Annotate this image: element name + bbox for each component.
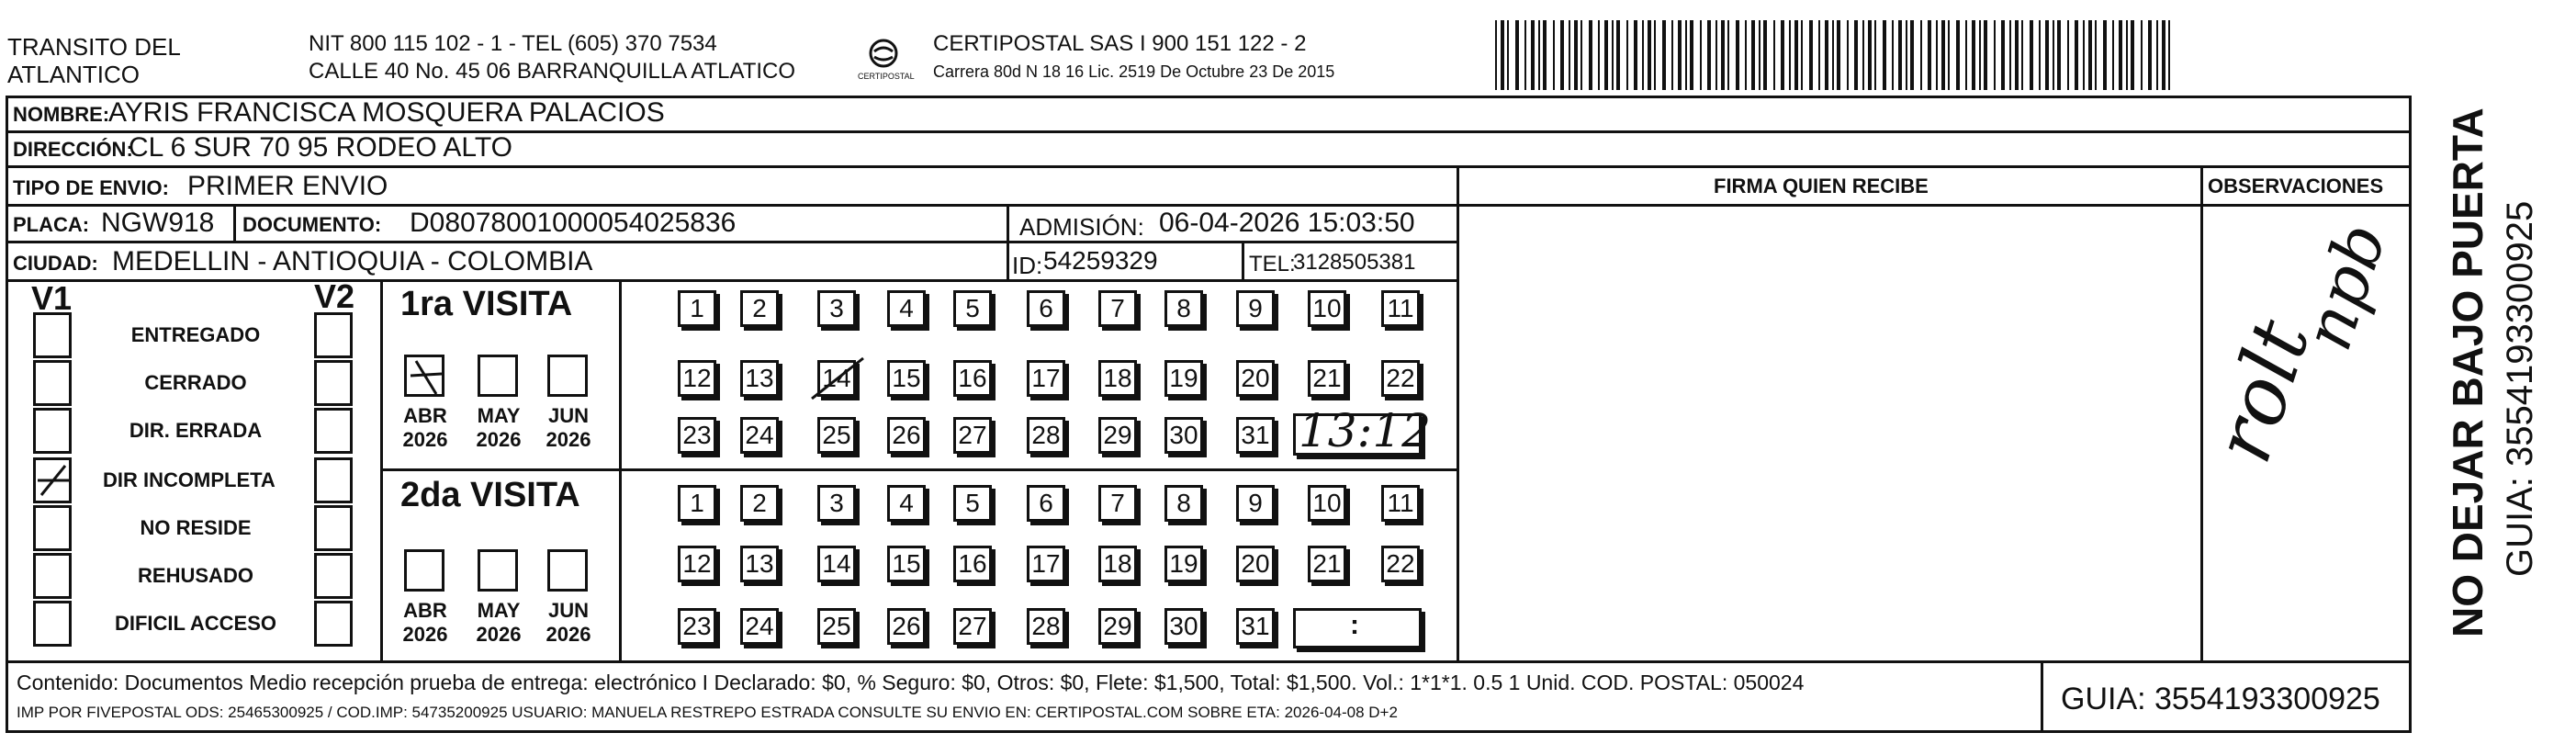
barcode-bar: [1868, 20, 1872, 90]
status-reason-label: CERRADO: [144, 371, 247, 394]
visit1-day-13[interactable]: 13: [740, 360, 779, 397]
visit1-month-label: JUN: [547, 404, 589, 427]
barcode-bar: [1936, 20, 1938, 90]
visit1-month-box[interactable]: [478, 355, 518, 397]
visit2-day-23[interactable]: 23: [678, 608, 716, 645]
barcode-bar: [1654, 20, 1656, 90]
signature-header: FIRMA QUIEN RECIBE: [1714, 175, 1929, 197]
barcode-bar: [2103, 20, 2107, 90]
barcode-bar: [2030, 20, 2033, 90]
visit2-day-7[interactable]: 7: [1098, 485, 1137, 522]
barcode-bar: [2015, 20, 2019, 90]
plate-label: PLACA:: [13, 213, 90, 236]
barcode-bar: [1763, 20, 1767, 90]
visit1-day-11[interactable]: 11: [1381, 290, 1420, 327]
visit1-day-14[interactable]: 14: [817, 360, 856, 397]
barcode-bar: [1809, 20, 1813, 90]
barcode-bar: [1979, 20, 1981, 90]
visit1-month-label: ABR: [403, 404, 447, 427]
barcode-bar: [1854, 20, 1858, 90]
visit1-month-box[interactable]: [404, 355, 444, 397]
barcode-bar: [1553, 20, 1555, 90]
plate-value: NGW918: [101, 208, 215, 238]
visit1-day-23[interactable]: 23: [678, 417, 716, 454]
visit2-day-12[interactable]: 12: [678, 546, 716, 582]
barcode-bar: [1598, 20, 1600, 90]
visit2-day-29[interactable]: 29: [1098, 608, 1137, 645]
barcode-bar: [2168, 20, 2170, 90]
barcode-bar: [1507, 20, 1509, 90]
v2-checkbox[interactable]: [314, 312, 353, 358]
visit2-day-24[interactable]: 24: [740, 608, 779, 645]
v1-checkbox[interactable]: [33, 360, 72, 406]
sender-name: TRANSITO DEL ATLANTICO: [7, 33, 180, 88]
admission-label: ADMISIÓN:: [1019, 213, 1144, 241]
visit1-day-1[interactable]: 1: [678, 290, 716, 327]
v1-checkbox[interactable]: [33, 408, 72, 454]
barcode: [1495, 20, 2175, 90]
barcode-bar: [2141, 20, 2143, 90]
barcode-bar: [1612, 20, 1614, 90]
visit2-day-11[interactable]: 11: [1381, 485, 1420, 522]
barcode-bar: [1715, 20, 1717, 90]
barcode-bar: [1847, 20, 1849, 90]
barcode-bar: [1678, 20, 1682, 90]
visit2-month-year: 2026: [546, 623, 591, 646]
visit1-day-28[interactable]: 28: [1027, 417, 1065, 454]
v1-header: V1: [31, 279, 73, 317]
visit1-day-26[interactable]: 26: [887, 417, 926, 454]
barcode-bar: [1759, 20, 1760, 90]
barcode-bar: [1626, 20, 1628, 90]
status-reason-label: DIR INCOMPLETA: [103, 468, 276, 491]
check-mark-icon: [407, 357, 444, 396]
visit1-day-19[interactable]: 19: [1164, 360, 1203, 397]
visit1-day-15[interactable]: 15: [887, 360, 926, 397]
shipment-type-label: TIPO DE ENVIO:: [13, 176, 169, 199]
visit1-day-20[interactable]: 20: [1236, 360, 1275, 397]
v2-checkbox[interactable]: [314, 601, 353, 647]
side-notice: NO DEJAR BAJO PUERTA: [2444, 107, 2492, 637]
barcode-bar: [1543, 20, 1547, 90]
barcode-bar: [1524, 20, 1526, 90]
visit2-month-box[interactable]: [404, 549, 444, 592]
barcode-bar: [1837, 20, 1840, 90]
barcode-bar: [1972, 20, 1975, 90]
barcode-bar: [1700, 20, 1702, 90]
barcode-bar: [1751, 20, 1755, 90]
recipient-address: CL 6 SUR 70 95 RODEO ALTO: [129, 132, 512, 163]
visit2-day-30[interactable]: 30: [1164, 608, 1203, 645]
barcode-bar: [2095, 20, 2097, 90]
visit1-day-29[interactable]: 29: [1098, 417, 1137, 454]
barcode-bar: [1690, 20, 1693, 90]
carrier-name: CERTIPOSTAL SAS I 900 151 122 - 2: [933, 31, 1307, 56]
certipostal-logo: [858, 35, 915, 86]
sender-address: CALLE 40 No. 45 06 BARRANQUILLA ATLATICO: [309, 59, 796, 84]
visit2-month-year: 2026: [476, 623, 522, 646]
visit1-day-8[interactable]: 8: [1164, 290, 1203, 327]
visit2-day-6[interactable]: 6: [1027, 485, 1065, 522]
barcode-bar: [1965, 20, 1967, 90]
document-label: DOCUMENTO:: [242, 213, 382, 236]
barcode-bar: [2053, 20, 2054, 90]
visit2-month-box[interactable]: [478, 549, 518, 592]
visit2-title: 2da VISITA: [400, 476, 580, 514]
visit1-day-12[interactable]: 12: [678, 360, 716, 397]
admission-value: 06-04-2026 15:03:50: [1159, 208, 1415, 238]
status-reason-label: DIFICIL ACCESO: [114, 612, 276, 635]
visit2-day-2[interactable]: 2: [740, 485, 779, 522]
status-reason-label: DIR. ERRADA: [129, 419, 263, 442]
check-mark-icon: [36, 460, 71, 502]
visit2-day-18[interactable]: 18: [1098, 546, 1137, 582]
visit2-month-box[interactable]: [547, 549, 588, 592]
visit2-day-5[interactable]: 5: [953, 485, 992, 522]
visit1-day-17[interactable]: 17: [1027, 360, 1065, 397]
barcode-bar: [1773, 20, 1775, 90]
visit2-month-label: ABR: [403, 599, 447, 622]
barcode-bar: [2126, 20, 2128, 90]
visit2-day-21[interactable]: 21: [1308, 546, 1346, 582]
visit2-day-20[interactable]: 20: [1236, 546, 1275, 582]
barcode-bar: [1928, 20, 1931, 90]
barcode-bar: [1642, 20, 1644, 90]
v1-checkbox[interactable]: [33, 601, 72, 647]
barcode-bar: [2021, 20, 2023, 90]
barcode-bar: [1892, 20, 1894, 90]
visit2-day-28[interactable]: 28: [1027, 608, 1065, 645]
v1-checkbox[interactable]: [33, 505, 72, 551]
visit2-month-label: JUN: [547, 599, 589, 622]
handwritten-observation: npb: [2288, 214, 2402, 359]
barcode-bar: [2148, 20, 2152, 90]
barcode-bar: [1538, 20, 1540, 90]
barcode-bar: [1574, 20, 1578, 90]
barcode-bar: [2162, 20, 2165, 90]
barcode-bar: [1745, 20, 1747, 90]
barcode-bar: [1560, 20, 1564, 90]
barcode-bar: [2057, 20, 2061, 90]
visit2-day-1[interactable]: 1: [678, 485, 716, 522]
barcode-bar: [1781, 20, 1784, 90]
barcode-bar: [1707, 20, 1711, 90]
visit2-time: :: [1350, 610, 1359, 640]
status-reason-label: NO RESIDE: [140, 516, 252, 539]
barcode-bar: [2156, 20, 2158, 90]
barcode-bar: [2088, 20, 2092, 90]
visit2-day-13[interactable]: 13: [740, 546, 779, 582]
name-label: NOMBRE:: [13, 103, 110, 126]
v1-checkbox[interactable]: [33, 553, 72, 599]
barcode-bar: [1721, 20, 1725, 90]
visit1-month-year: 2026: [476, 428, 522, 451]
visit1-day-25[interactable]: 25: [817, 417, 856, 454]
city-label: CIUDAD:: [13, 252, 98, 275]
city-value: MEDELLIN - ANTIOQUIA - COLOMBIA: [112, 246, 593, 276]
barcode-bar: [1862, 20, 1864, 90]
footer-guide: GUIA: 3554193300925: [2061, 682, 2380, 716]
v2-checkbox[interactable]: [314, 505, 353, 551]
barcode-bar: [2075, 20, 2078, 90]
barcode-bar: [1569, 20, 1570, 90]
barcode-bar: [1825, 20, 1828, 90]
address-label: DIRECCIÓN:: [13, 138, 133, 161]
v2-checkbox[interactable]: [314, 360, 353, 406]
barcode-bar: [1515, 20, 1519, 90]
footer-contents: Contenido: Documentos Medio recepción prueba de entrega: electrónico I Declarado: $0, % Seguro: $0, Otros: $0, Flete: $1,500, Total: $1,500. Vol.: 1*1*1. 0.5 1 Unid. COD. POSTAL: 050024: [17, 671, 1805, 694]
barcode-bar: [1671, 20, 1673, 90]
barcode-bar: [1956, 20, 1960, 90]
barcode-bar: [2045, 20, 2049, 90]
id-label: ID:: [1012, 252, 1043, 279]
barcode-bar: [1727, 20, 1729, 90]
visit2-day-25[interactable]: 25: [817, 608, 856, 645]
visit2-day-15[interactable]: 15: [887, 546, 926, 582]
visit2-day-17[interactable]: 17: [1027, 546, 1065, 582]
visit2-day-14[interactable]: 14: [817, 546, 856, 582]
visit2-month-label: MAY: [477, 599, 521, 622]
barcode-bar: [2083, 20, 2085, 90]
tel-label: TEL:: [1249, 252, 1296, 276]
visit2-month-year: 2026: [402, 623, 448, 646]
visit2-day-31[interactable]: 31: [1236, 608, 1275, 645]
visit1-day-2[interactable]: 2: [740, 290, 779, 327]
barcode-bar: [1495, 20, 1497, 90]
barcode-bar: [1910, 20, 1914, 90]
footer-imp: IMP POR FIVEPOSTAL ODS: 25465300925 / COD.IMP: 54735200925 USUARIO: MANUELA RESTREPO ESTRADA CONSULTE SU ENVIO EN: CERTIPOSTAL.COM SOBRE ETA: 2026-04-08 D+2: [17, 704, 1398, 721]
tel-value: 3128505381: [1293, 250, 1416, 275]
observations-header: OBSERVACIONES: [2208, 175, 2384, 197]
barcode-bar: [1648, 20, 1651, 90]
barcode-bar: [1589, 20, 1592, 90]
barcode-bar: [2039, 20, 2041, 90]
carrier-license: Carrera 80d N 18 16 Lic. 2519 De Octubre 23 De 2015: [933, 62, 1335, 81]
barcode-bar: [1736, 20, 1739, 90]
status-reason-label: ENTREGADO: [130, 323, 261, 346]
barcode-bar: [2112, 20, 2114, 90]
visit1-day-16[interactable]: 16: [953, 360, 992, 397]
barcode-bar: [1794, 20, 1798, 90]
visit1-day-4[interactable]: 4: [887, 290, 926, 327]
barcode-bar: [2131, 20, 2134, 90]
visit1-day-18[interactable]: 18: [1098, 360, 1137, 397]
barcode-bar: [1634, 20, 1637, 90]
barcode-bar: [2067, 20, 2069, 90]
barcode-bar: [1994, 20, 1996, 90]
recipient-name: AYRIS FRANCISCA MOSQUERA PALACIOS: [108, 97, 665, 128]
barcode-bar: [2119, 20, 2122, 90]
barcode-bar: [1616, 20, 1620, 90]
id-value: 54259329: [1043, 246, 1158, 275]
v2-header: V2: [314, 277, 355, 315]
barcode-bar: [1685, 20, 1687, 90]
day-strike-mark: [808, 355, 867, 407]
barcode-bar: [2001, 20, 2005, 90]
v2-checkbox[interactable]: [314, 408, 353, 454]
visit2-day-19[interactable]: 19: [1164, 546, 1203, 582]
barcode-bar: [1874, 20, 1876, 90]
barcode-bar: [1818, 20, 1820, 90]
visit1-month-box[interactable]: [547, 355, 588, 397]
visit1-day-22[interactable]: 22: [1381, 360, 1420, 397]
barcode-bar: [1948, 20, 1950, 90]
side-guide: GUIA: 3554193300925: [2500, 200, 2540, 577]
barcode-bar: [1832, 20, 1834, 90]
barcode-bar: [1801, 20, 1803, 90]
visit1-day-5[interactable]: 5: [953, 290, 992, 327]
visit2-day-4[interactable]: 4: [887, 485, 926, 522]
barcode-bar: [1883, 20, 1886, 90]
visit1-title: 1ra VISITA: [400, 285, 573, 323]
shipment-type: PRIMER ENVIO: [187, 171, 388, 201]
status-reason-label: REHUSADO: [138, 564, 253, 587]
v2-checkbox[interactable]: [314, 553, 353, 599]
visit1-day-31[interactable]: 31: [1236, 417, 1275, 454]
barcode-bar: [2009, 20, 2011, 90]
visit2-day-8[interactable]: 8: [1164, 485, 1203, 522]
visit1-day-21[interactable]: 21: [1308, 360, 1346, 397]
v1-checkbox[interactable]: [33, 457, 72, 503]
document-value: D08078001000054025836: [410, 208, 737, 238]
visit1-day-10[interactable]: 10: [1308, 290, 1346, 327]
visit1-month-year: 2026: [546, 428, 591, 451]
visit1-day-9[interactable]: 9: [1236, 290, 1275, 327]
visit1-day-6[interactable]: 6: [1027, 290, 1065, 327]
barcode-bar: [1662, 20, 1666, 90]
visit2-day-22[interactable]: 22: [1381, 546, 1420, 582]
barcode-bar: [1789, 20, 1791, 90]
visit1-day-3[interactable]: 3: [817, 290, 856, 327]
visit1-day-24[interactable]: 24: [740, 417, 779, 454]
barcode-bar: [1501, 20, 1504, 90]
barcode-bar: [1604, 20, 1608, 90]
visit2-day-3[interactable]: 3: [817, 485, 856, 522]
v1-checkbox[interactable]: [33, 312, 72, 358]
visit2-day-10[interactable]: 10: [1308, 485, 1346, 522]
handwritten-signature: rolt: [2196, 309, 2328, 474]
visit1-time: 13:12: [1299, 404, 1432, 457]
barcode-bar: [1920, 20, 1922, 90]
barcode-bar: [1984, 20, 1987, 90]
barcode-bar: [1906, 20, 1907, 90]
logo-text: CERTIPOSTAL: [858, 72, 915, 81]
barcode-bar: [1941, 20, 1945, 90]
visit2-day-9[interactable]: 9: [1236, 485, 1275, 522]
sender-nit: NIT 800 115 102 - 1 - TEL (605) 370 7534: [309, 31, 717, 56]
visit1-month-label: MAY: [477, 404, 521, 427]
visit1-day-27[interactable]: 27: [953, 417, 992, 454]
barcode-bar: [1898, 20, 1902, 90]
barcode-bar: [1531, 20, 1535, 90]
visit1-day-7[interactable]: 7: [1098, 290, 1137, 327]
barcode-bar: [1580, 20, 1582, 90]
visit2-day-27[interactable]: 27: [953, 608, 992, 645]
visit2-day-26[interactable]: 26: [887, 608, 926, 645]
visit1-day-30[interactable]: 30: [1164, 417, 1203, 454]
visit2-day-16[interactable]: 16: [953, 546, 992, 582]
visit1-month-year: 2026: [402, 428, 448, 451]
